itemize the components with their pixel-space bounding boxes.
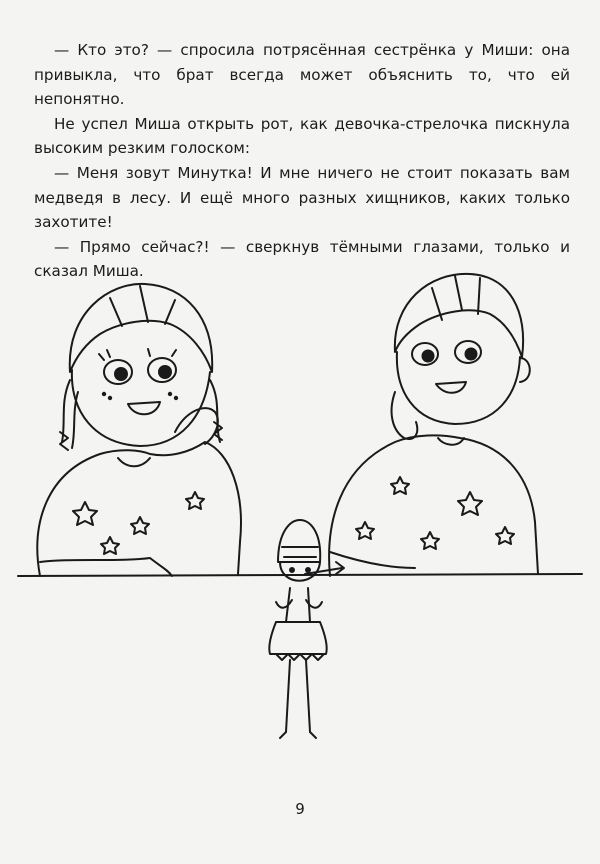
girl-with-braids — [37, 284, 241, 576]
paragraph: Не успел Миша открыть рот, как девочка-стрелочка пискнула высоким резким голоском: — [34, 114, 570, 158]
paragraph: — Меня зовут Минутка! И мне ничего не стоит показать вам медведя в лесу. И ещё много разных хищников, каких только захотите! — [34, 163, 570, 232]
paragraph: — Прямо сейчас?! — сверкнув тёмными глазами, только и сказал Миша. — [34, 237, 570, 281]
boy — [329, 274, 538, 576]
table-edge — [18, 574, 582, 576]
illustration — [0, 262, 600, 802]
story-text — [34, 38, 570, 284]
page-number: 9 — [295, 800, 305, 818]
paragraph: — Кто это? — спросила потрясённая сестрёнка у Миши: она привыкла, что брат всегда может объяснить то, что ей непонятно. — [34, 41, 570, 109]
